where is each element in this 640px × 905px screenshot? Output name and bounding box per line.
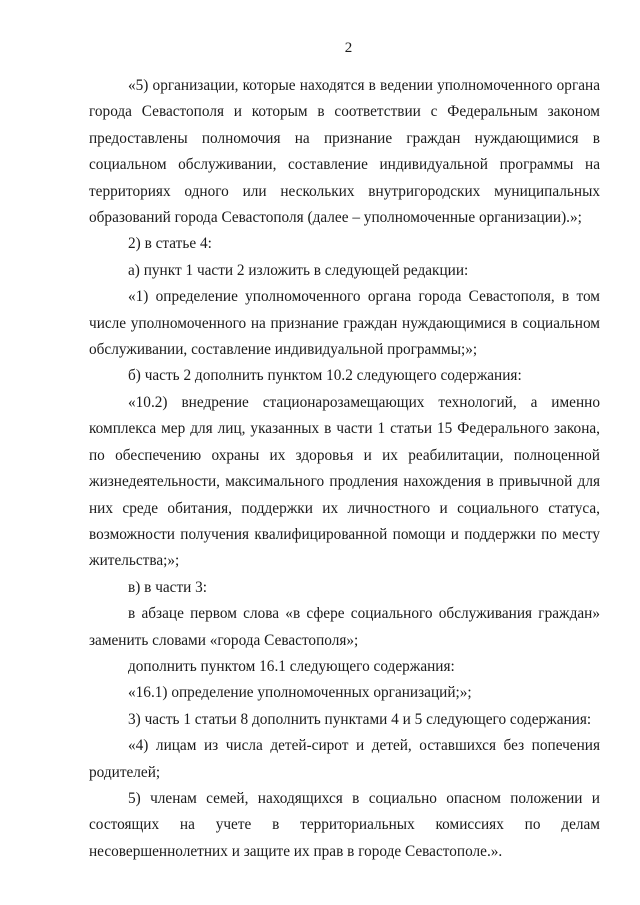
paragraph-point-4: «4) лицам из числа детей-сирот и детей, оставшихся без попечения родителей;: [89, 737, 600, 781]
paragraph-point-5: 5) членам семей, находящихся в социально опасном положении и состоящих на учете в территориальных комиссиях по делам несовершеннолетних и защите их прав в городе Севастополе.».: [89, 789, 600, 860]
page-number: 2: [344, 40, 353, 56]
paragraph-item-a: а) пункт 1 части 2 изложить в следующей редакции:: [128, 261, 469, 279]
paragraph-add-16-1: дополнить пунктом 16.1 следующего содержания:: [128, 657, 455, 675]
paragraph-first-abzac: в абзаце первом слова «в сфере социального обслуживания граждан» заменить словами «города Севастополя»;: [89, 605, 600, 649]
paragraph-point-10-2: «10.2) внедрение стационарозамещающих технологий, а именно комплекса мер для лиц, указанных в части 1 статьи 15 Федерального закона, по обеспечению охраны их здоровья и их реабилитации, полноценной жизнедеятельности, максимального продления нахождения в привычной для них среде обитания, поддержки их личностного и социального статуса, возможности получения квалифицированной помощи и поддержки по месту жительства;»;: [89, 393, 600, 570]
paragraph-organizations: «5) организации, которые находятся в ведении уполномоченного органа города Севастополя и которым в соответствии с Федеральным законом предоставлены полномочия на признание граждан нуждающимися в социальном обслуживании, составление индивидуальной программы на территориях одного или нескольких внутригородских муниципальных образований города Севастополя (далее – уполномоченные организации).»;: [89, 77, 600, 227]
paragraph-item-v: в) в части 3:: [128, 578, 208, 596]
paragraph-point-1: «1) определение уполномоченного органа города Севастополя, в том числе уполномоченного на признание граждан нуждающимися в социальном обслуживании, составление индивидуальной программы;»;: [89, 288, 600, 359]
paragraph-article-8: 3) часть 1 статьи 8 дополнить пунктами 4 и 5 следующего содержания:: [128, 710, 592, 728]
paragraph-point-16-1: «16.1) определение уполномоченных организаций;»;: [128, 684, 472, 702]
paragraph-item-b: б) часть 2 дополнить пунктом 10.2 следующего содержания:: [128, 367, 522, 385]
paragraph-article-4: 2) в статье 4:: [128, 235, 212, 253]
